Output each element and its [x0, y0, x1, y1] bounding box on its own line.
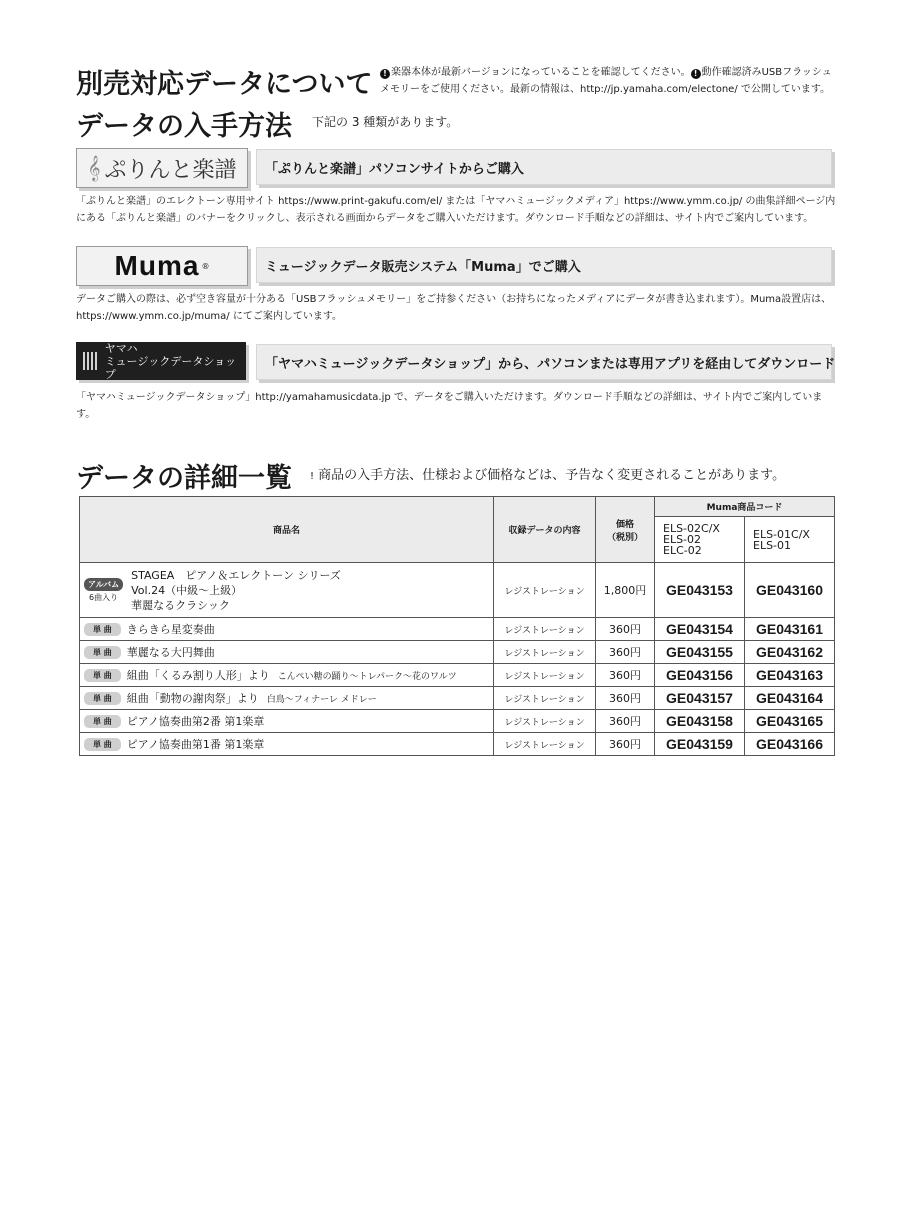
song-content: レジストレーション — [494, 664, 596, 687]
table-row — [80, 664, 835, 687]
album-name-cell — [80, 563, 494, 618]
header-model-b — [745, 517, 835, 563]
album-code-a: GE043153 — [655, 563, 745, 618]
song-price: 360円 — [596, 733, 655, 756]
table-row — [80, 687, 835, 710]
muma-description: データご購入の際は、必ず空き容量が十分ある「USBフラッシュメモリー」をご持参ください（お持ちになったメディアにデータが書き込まれます）。Muma設置店は、https://www.ymm.co.jp/muma/ にてご案内しています。 — [76, 294, 832, 322]
print-gakufu-logo[interactable] — [76, 148, 248, 188]
section-title-data-list: データの詳細一覧 — [76, 463, 292, 494]
song-content: レジストレーション — [494, 687, 596, 710]
product-table — [79, 496, 835, 756]
song-content: レジストレーション — [494, 641, 596, 664]
album-content: レジストレーション — [494, 563, 596, 618]
model-a-line2: ELS-02 — [663, 533, 702, 546]
model-a-line3: ELC-02 — [663, 544, 702, 557]
song-code-b: GE043165 — [745, 710, 835, 733]
model-b-line2: ELS-01 — [753, 538, 792, 552]
song-title: 華麗なる大円舞曲 — [126, 646, 215, 659]
header-model-a — [655, 517, 745, 563]
yamaha-music-data-shop-logo[interactable] — [76, 342, 246, 380]
song-code-b: GE043163 — [745, 664, 835, 687]
table-row — [80, 733, 835, 756]
table-row — [80, 618, 835, 641]
song-price: 360円 — [596, 664, 655, 687]
album-title-line3: 華麗なるクラシック — [131, 598, 230, 612]
header-product-name: 商品名 — [80, 497, 494, 563]
single-badge: 単 曲 — [84, 738, 121, 751]
song-subtitle: こんぺい糖の踊り〜トレパーク〜花のワルツ — [277, 672, 457, 682]
song-code-b: GE043161 — [745, 618, 835, 641]
song-subtitle: 白鳥〜フィナーレ メドレー — [266, 695, 377, 705]
note-line1b: 動作確認済みUSBフラッシュ — [701, 67, 832, 78]
muma-logo-text: Muma — [114, 250, 200, 281]
table-row-album — [80, 563, 835, 618]
price-change-note-text: 商品の入手方法、仕様および価格などは、予告なく変更されることがあります。 — [318, 468, 786, 483]
album-title-line1: STAGEA ピアノ＆エレクトーン シリーズ — [131, 568, 341, 582]
exclamation-icon: ! — [380, 69, 390, 79]
album-badge-label: アルバム — [84, 578, 123, 591]
song-code-a: GE043159 — [655, 733, 745, 756]
single-badge: 単 曲 — [84, 715, 121, 728]
data-shop-logo-line1: ヤマハ — [104, 341, 138, 355]
table-row — [80, 641, 835, 664]
model-b-line1: ELS-01C/X — [753, 527, 810, 541]
registered-mark-icon: ® — [201, 261, 210, 271]
note-line1: 楽器本体が最新バージョンになっていることを確認してください。 — [391, 67, 691, 78]
song-title: 組曲「動物の謝肉祭」より — [126, 692, 259, 705]
data-shop-logo-text — [105, 342, 245, 381]
data-shop-description: 「ヤマハミュージックデータショップ」http://yamahamusicdata.jp で、データをご購入いただけます。ダウンロード手順などの詳細は、サイト内でご案内しています。 — [76, 392, 823, 420]
song-code-a: GE043157 — [655, 687, 745, 710]
album-badge — [84, 578, 123, 603]
header-content: 収録データの内容 — [494, 497, 596, 563]
muma-banner: ミュージックデータ販売システム「Muma」でご購入 — [256, 247, 832, 283]
section-title-purchase-data: 別売対応データについて — [76, 69, 373, 100]
muma-logo[interactable] — [76, 246, 248, 286]
song-price: 360円 — [596, 687, 655, 710]
song-content: レジストレーション — [494, 733, 596, 756]
song-title: ピアノ協奏曲第1番 第1楽章 — [126, 738, 265, 751]
note-line2: メモリーをご使用ください。最新の情報は、http://jp.yamaha.com/electone/ で公開しています。 — [380, 84, 831, 95]
song-title: きらきら星変奏曲 — [126, 623, 215, 636]
header-price-line1: 価格 — [615, 519, 634, 530]
song-code-a: GE043158 — [655, 710, 745, 733]
song-price: 360円 — [596, 710, 655, 733]
header-price-line2: （税別） — [606, 532, 643, 543]
album-title-line2: Vol.24（中級〜上級） — [131, 583, 243, 597]
data-shop-logo-line2: ミュージックデータショップ — [104, 354, 237, 381]
single-badge: 単 曲 — [84, 669, 121, 682]
album-title — [131, 568, 341, 613]
song-code-b: GE043164 — [745, 687, 835, 710]
single-badge: 単 曲 — [84, 692, 121, 705]
album-track-count: 6曲入り — [89, 592, 119, 602]
single-badge: 単 曲 — [84, 646, 121, 659]
firmware-note — [380, 64, 840, 98]
price-change-note — [310, 464, 785, 483]
song-code-b: GE043166 — [745, 733, 835, 756]
data-shop-banner: 「ヤマハミュージックデータショップ」から、パソコンまたは専用アプリを経由してダウンロード — [256, 344, 832, 380]
album-price: 1,800円 — [596, 563, 655, 618]
song-code-b: GE043162 — [745, 641, 835, 664]
model-a-line1: ELS-02C/X — [663, 522, 720, 535]
header-price — [596, 497, 655, 563]
header-muma-code: Muma商品コード — [655, 497, 835, 517]
album-code-b: GE043160 — [745, 563, 835, 618]
song-content: レジストレーション — [494, 618, 596, 641]
print-gakufu-description: 「ぷりんと楽譜」のエレクトーン専用サイト https://www.print-gakufu.com/el/ または「ヤマハミュージックメディア」https://www.ymm.co.jp/ の曲集詳細ページ内にある「ぷりんと楽譜」のバナーをクリックし、表示される画面からデータをご購入いただけます。ダウンロード手順などの詳細は、サイト内でご案内しています。 — [76, 196, 836, 224]
subtitle-note: 下記の 3 種類があります。 — [312, 115, 459, 129]
print-gakufu-banner: 「ぷりんと楽譜」パソコンサイトからご購入 — [256, 149, 832, 185]
song-code-a: GE043155 — [655, 641, 745, 664]
print-gakufu-logo-text: ぷりんと楽譜 — [104, 157, 237, 183]
song-title: ピアノ協奏曲第2番 第1楽章 — [126, 715, 265, 728]
song-content: レジストレーション — [494, 710, 596, 733]
song-price: 360円 — [596, 618, 655, 641]
treble-clef-icon: 𝄞 — [87, 155, 101, 181]
song-price: 360円 — [596, 641, 655, 664]
section-subtitle-how-to-get: データの入手方法 — [76, 111, 292, 142]
song-code-a: GE043154 — [655, 618, 745, 641]
equalizer-icon — [83, 352, 99, 370]
table-row — [80, 710, 835, 733]
exclamation-icon: ! — [691, 69, 701, 79]
exclamation-icon: ! — [310, 471, 315, 482]
song-title: 組曲「くるみ割り人形」より — [126, 669, 270, 682]
single-badge: 単 曲 — [84, 623, 121, 636]
song-code-a: GE043156 — [655, 664, 745, 687]
